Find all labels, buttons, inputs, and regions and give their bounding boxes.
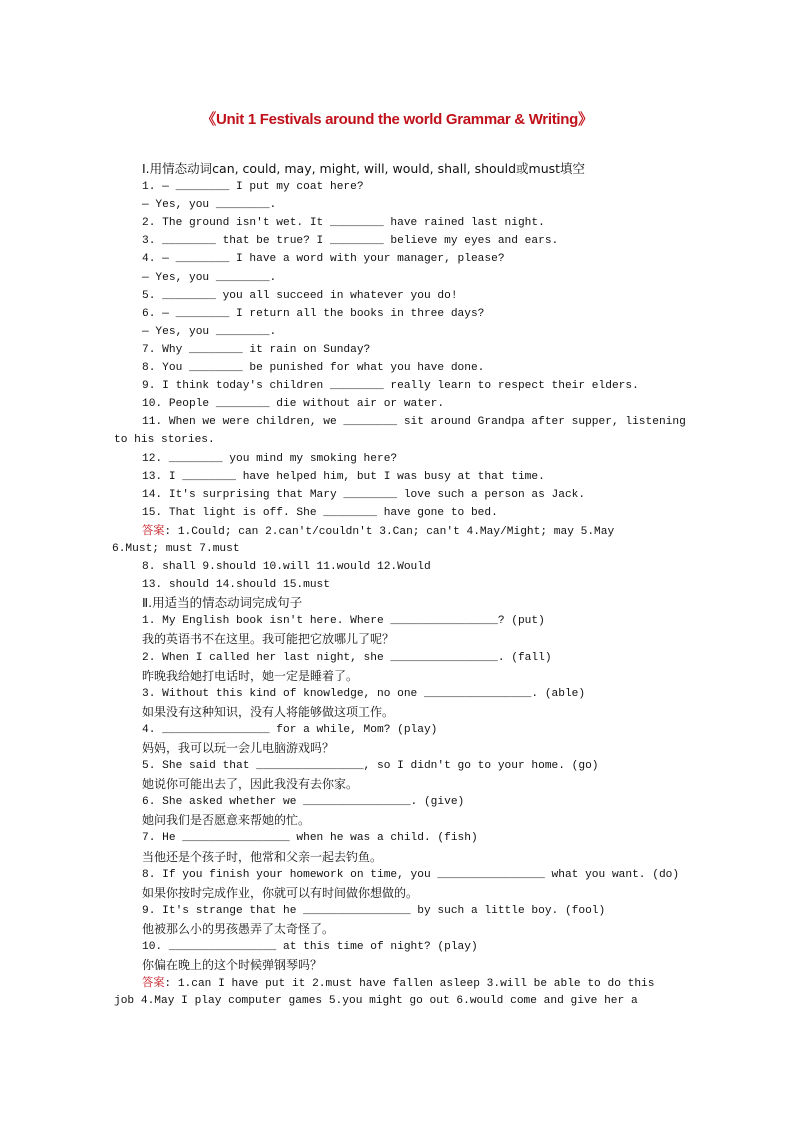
question-line: 12. ________ you mind my smoking here? [142, 452, 398, 465]
question-line: 4. — ________ I have a word with your manager, please? [142, 253, 505, 266]
translation-line: 当他还是个孩子时，他常和父亲一起去钓鱼。 [142, 849, 383, 864]
answer-line-continued: 8. shall 9.should 10.will 11.would 12.Would [142, 561, 431, 574]
sentence-line: 1. My English book isn't here. Where ________________? (put) [142, 615, 545, 628]
question-line: — Yes, you ________. [142, 199, 277, 212]
question-line: 15. That light is off. She ________ have gone to bed. [142, 506, 498, 519]
sentence-line: 5. She said that ________________, so I didn't go to your home. (go) [142, 760, 599, 773]
section-heading: Ⅱ.用适当的情态动词完成句子 [142, 595, 303, 611]
answer-line [114, 974, 684, 992]
sentence-line: 6. She asked whether we ________________. (give) [142, 796, 465, 809]
answer-line-continued: 13. should 14.should 15.must [142, 579, 330, 592]
question-line: 7. Why ________ it rain on Sunday? [142, 343, 371, 356]
answer-line-continued: job 4.May I play computer games 5.you might go out 6.would come and give her a [114, 995, 638, 1008]
answer-line-continued: 6.Must; must 7.must [112, 542, 240, 555]
answer-line [114, 522, 684, 540]
question-line: — Yes, you ________. [142, 325, 277, 338]
question-line: — Yes, you ________. [142, 271, 277, 284]
translation-line: 他被那么小的男孩愚弄了太奇怪了。 [142, 921, 335, 936]
question-line: 1. — ________ I put my coat here? [142, 181, 364, 194]
question-line: 10. People ________ die without air or water. [142, 398, 445, 411]
document-title: 《Unit 1 Festivals around the world Grammar & Writing》 [201, 111, 593, 128]
question-line: 5. ________ you all succeed in whatever you do! [142, 289, 458, 302]
answer-label: 答案 [142, 976, 165, 990]
translation-line: 妈妈，我可以玩一会儿电脑游戏吗？ [142, 741, 335, 755]
translation-line: 昨晚我给她打电话时，她一定是睡着了。 [142, 668, 359, 683]
question-line: 3. ________ that be true? I ________ believe my eyes and ears. [142, 235, 559, 248]
answer-label: 答案 [142, 523, 165, 537]
question-line-continued: to his stories. [114, 434, 215, 447]
translation-line: 我的英语书不在这里。我可能把它放哪儿了呢？ [142, 632, 395, 647]
question-line: 9. I think today's children ________ really learn to respect their elders. [142, 380, 639, 393]
sentence-line: 8. If you finish your homework on time, you ________________ what you want. (do) [142, 868, 680, 881]
sentence-line: 7. He ________________ when he was a child. (fish) [142, 832, 478, 845]
question-line: 14. It's surprising that Mary ________ love such a person as Jack. [142, 488, 586, 501]
sentence-line: 10. ________________ at this time of night? (play) [142, 941, 478, 954]
sentence-line: 2. When I called her last night, she ________________. (fall) [142, 651, 552, 664]
translation-line: 你偏在晚上的这个时候弹钢琴吗？ [142, 958, 323, 973]
sentence-line: 4. ________________ for a while, Mom? (play) [142, 723, 438, 736]
sentence-line: 3. Without this kind of knowledge, no one ________________. (able) [142, 687, 586, 700]
translation-line: 如果没有这种知识，没有人将能够做这项工作。 [142, 704, 395, 719]
answer-text: : 1.can I have put it 2.must have fallen asleep 3.will be able to do this [164, 978, 655, 991]
translation-line: 她问我们是否愿意来帮她的忙。 [142, 813, 311, 828]
translation-line: 她说你可能出去了，因此我没有去你家。 [142, 777, 359, 792]
translation-line: 如果你按时完成作业，你就可以有时间做你想做的。 [142, 885, 419, 900]
question-line: 2. The ground isn't wet. It ________ have rained last night. [142, 217, 545, 230]
question-line: 6. — ________ I return all the books in three days? [142, 307, 485, 320]
sentence-line: 9. It's strange that he ________________ by such a little boy. (fool) [142, 904, 606, 917]
answer-text: : 1.Could; can 2.can't/couldn't 3.Can; can't 4.May/Might; may 5.May [164, 525, 615, 538]
question-line: 13. I ________ have helped him, but I was busy at that time. [142, 470, 545, 483]
question-line: 11. When we were children, we ________ sit around Grandpa after supper, listening [142, 416, 686, 429]
document-body [114, 160, 684, 1010]
section-heading: Ⅰ.用情态动词can, could, may, might, will, would, shall, should或must填空 [142, 161, 586, 176]
question-line: 8. You ________ be punished for what you have done. [142, 362, 485, 375]
